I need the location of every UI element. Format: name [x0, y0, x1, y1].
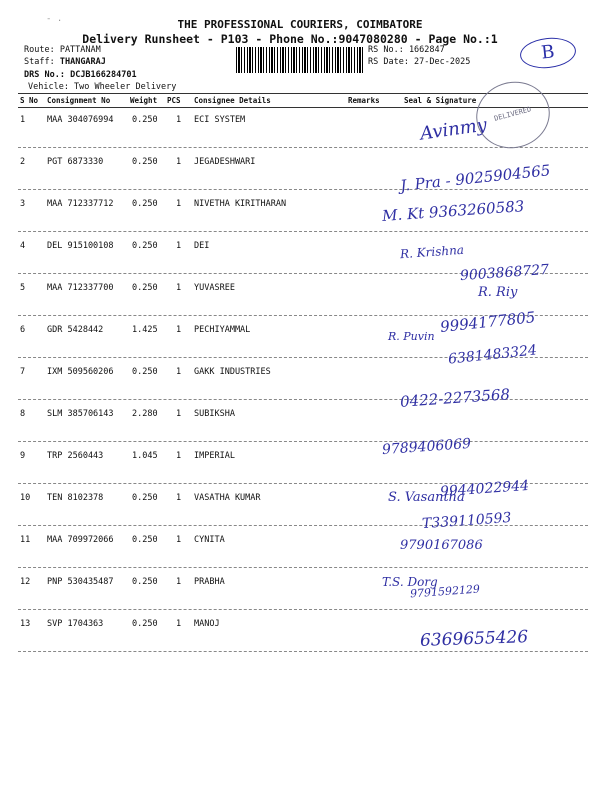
- delivered-stamp: DELIVERED: [469, 74, 558, 157]
- vehicle-text: Vehicle: Two Wheeler Delivery: [28, 82, 177, 92]
- row-consignment: GDR 5428442: [47, 325, 104, 335]
- row-weight: 0.250: [132, 493, 158, 503]
- row-pcs: 1: [176, 115, 182, 125]
- row-consignment: MAA 712337712: [47, 199, 114, 209]
- row-sno: 3: [20, 199, 26, 209]
- handwritten-signature: 0422-2273568: [399, 385, 511, 411]
- row-consignment: TEN 8102378: [47, 493, 104, 503]
- row-pcs: 1: [176, 409, 182, 419]
- row-weight: 0.250: [132, 619, 158, 629]
- table-row: [18, 385, 588, 443]
- row-pcs: 1: [176, 619, 182, 629]
- row-consignee: MANOJ: [194, 619, 220, 629]
- row-consignment: PGT 6873330: [47, 157, 104, 167]
- row-divider: [18, 609, 588, 610]
- handwritten-signature: J. Pra - 9025904565: [399, 161, 552, 195]
- row-consignment: MAA 304076994: [47, 115, 114, 125]
- col-remarks: Remarks: [348, 96, 380, 105]
- row-weight: 0.250: [132, 199, 158, 209]
- drs-value: DCJB166284701: [70, 70, 137, 80]
- row-pcs: 1: [176, 157, 182, 167]
- row-consignee: PECHIYAMMAL: [194, 325, 251, 335]
- col-weight: Weight: [130, 96, 158, 105]
- handwritten-signature: 9003868727: [459, 261, 550, 285]
- row-sno: 13: [20, 619, 31, 629]
- row-weight: 0.250: [132, 535, 158, 545]
- col-consignee: Consignee Details: [194, 96, 271, 105]
- row-weight: 0.250: [132, 157, 158, 167]
- col-pcs: PCS: [167, 96, 181, 105]
- handwritten-note: R. Riy: [478, 285, 518, 300]
- table-row: [18, 191, 588, 233]
- handwritten-note: T.S. Dorg: [382, 575, 438, 589]
- row-consignment: MAA 712337700: [47, 283, 114, 293]
- handwritten-signature: R. Krishna: [399, 242, 465, 262]
- row-pcs: 1: [176, 367, 182, 377]
- barcode-image: [236, 47, 364, 73]
- handwritten-signature: 9789406069: [381, 435, 472, 459]
- rs-number: RS No.: 1662847: [368, 45, 445, 55]
- row-consignment: SVP 1704363: [47, 619, 104, 629]
- staff-value: THANGARAJ: [59, 57, 106, 67]
- drs-label: DRS No.:: [24, 70, 65, 80]
- handwritten-signature: 9994177805: [439, 308, 537, 336]
- row-pcs: 1: [176, 283, 182, 293]
- corner-mark: - .: [46, 14, 63, 24]
- row-consignee: ECI SYSTEM: [194, 115, 246, 125]
- row-consignee: GAKK INDUSTRIES: [194, 367, 271, 377]
- row-pcs: 1: [176, 241, 182, 251]
- table-row: [18, 149, 588, 195]
- page-subtitle: Delivery Runsheet - P103 - Phone No.:9047080280 - Page No.:1: [82, 32, 498, 46]
- rs-date: RS Date: 27-Dec-2025: [368, 57, 471, 67]
- row-consignee: VASATHA KUMAR: [194, 493, 261, 503]
- circled-mark: B: [519, 35, 578, 71]
- row-divider: [18, 189, 588, 190]
- row-consignee: JEGADESHWARI: [194, 157, 256, 167]
- row-divider: [18, 231, 588, 232]
- row-pcs: 1: [176, 535, 182, 545]
- row-weight: 1.425: [132, 325, 158, 335]
- col-consignment: Consignment No: [47, 96, 111, 105]
- row-divider: [18, 651, 588, 652]
- row-weight: 0.250: [132, 241, 158, 251]
- col-sno: S No: [20, 96, 39, 105]
- row-divider: [18, 441, 588, 442]
- row-weight: 0.250: [132, 367, 158, 377]
- row-consignment: PNP 530435487: [47, 577, 114, 587]
- row-pcs: 1: [176, 199, 182, 209]
- row-consignment: SLM 385706143: [47, 409, 114, 419]
- row-weight: 0.250: [132, 577, 158, 587]
- row-pcs: 1: [176, 577, 182, 587]
- row-weight: 0.250: [132, 283, 158, 293]
- row-consignee: NIVETHA KIRITHARAN: [194, 199, 287, 209]
- page-title: THE PROFESSIONAL COURIERS, COIMBATORE: [177, 18, 423, 31]
- table-row: [18, 509, 588, 569]
- drs-line: [24, 70, 137, 80]
- handwritten-signature: Avinmy: [418, 114, 489, 145]
- row-sno: 10: [20, 493, 31, 503]
- row-sno: 6: [20, 325, 26, 335]
- table-row: [18, 611, 588, 653]
- row-consignment: IXM 509560206: [47, 367, 114, 377]
- handwritten-signature: 6381483324: [447, 342, 538, 368]
- handwritten-signature: M. Kt 9363260583: [381, 197, 525, 225]
- row-sno: 8: [20, 409, 26, 419]
- row-weight: 1.045: [132, 451, 158, 461]
- row-sno: 4: [20, 241, 26, 251]
- col-seal: Seal & Signature: [404, 96, 477, 105]
- row-pcs: 1: [176, 325, 182, 335]
- row-sno: 11: [20, 535, 31, 545]
- row-pcs: 1: [176, 451, 182, 461]
- table-row: [18, 569, 588, 611]
- row-consignment: DEL 915100108: [47, 241, 114, 251]
- handwritten-signature: T339110593: [421, 509, 512, 533]
- row-consignee: PRABHA: [194, 577, 225, 587]
- row-consignee: SUBIKSHA: [194, 409, 235, 419]
- handwritten-note: R. Puvin: [388, 330, 435, 343]
- row-weight: 2.280: [132, 409, 158, 419]
- row-sno: 9: [20, 451, 26, 461]
- handwritten-signature: 9944022944: [439, 477, 530, 501]
- row-sno: 5: [20, 283, 26, 293]
- handwritten-note: 9790167086: [400, 538, 483, 553]
- row-sno: 1: [20, 115, 26, 125]
- staff-line: [24, 57, 106, 67]
- row-sno: 7: [20, 367, 26, 377]
- row-pcs: 1: [176, 493, 182, 503]
- row-sno: 2: [20, 157, 26, 167]
- handwritten-note: S. Vasantha: [388, 490, 465, 505]
- row-consignee: CYNITA: [194, 535, 225, 545]
- handwritten-signature: 6369655426: [419, 627, 529, 651]
- row-consignment: TRP 2560443: [47, 451, 104, 461]
- staff-label: Staff:: [24, 57, 55, 67]
- row-weight: 0.250: [132, 115, 158, 125]
- handwritten-signature: 9791592129: [409, 582, 481, 601]
- route-text: Route: PATTANAM: [24, 45, 101, 55]
- row-sno: 12: [20, 577, 31, 587]
- row-consignee: DEI: [194, 241, 210, 251]
- row-consignee: IMPERIAL: [194, 451, 235, 461]
- row-divider: [18, 567, 588, 568]
- row-consignment: MAA 709972066: [47, 535, 114, 545]
- row-consignee: YUVASREE: [194, 283, 235, 293]
